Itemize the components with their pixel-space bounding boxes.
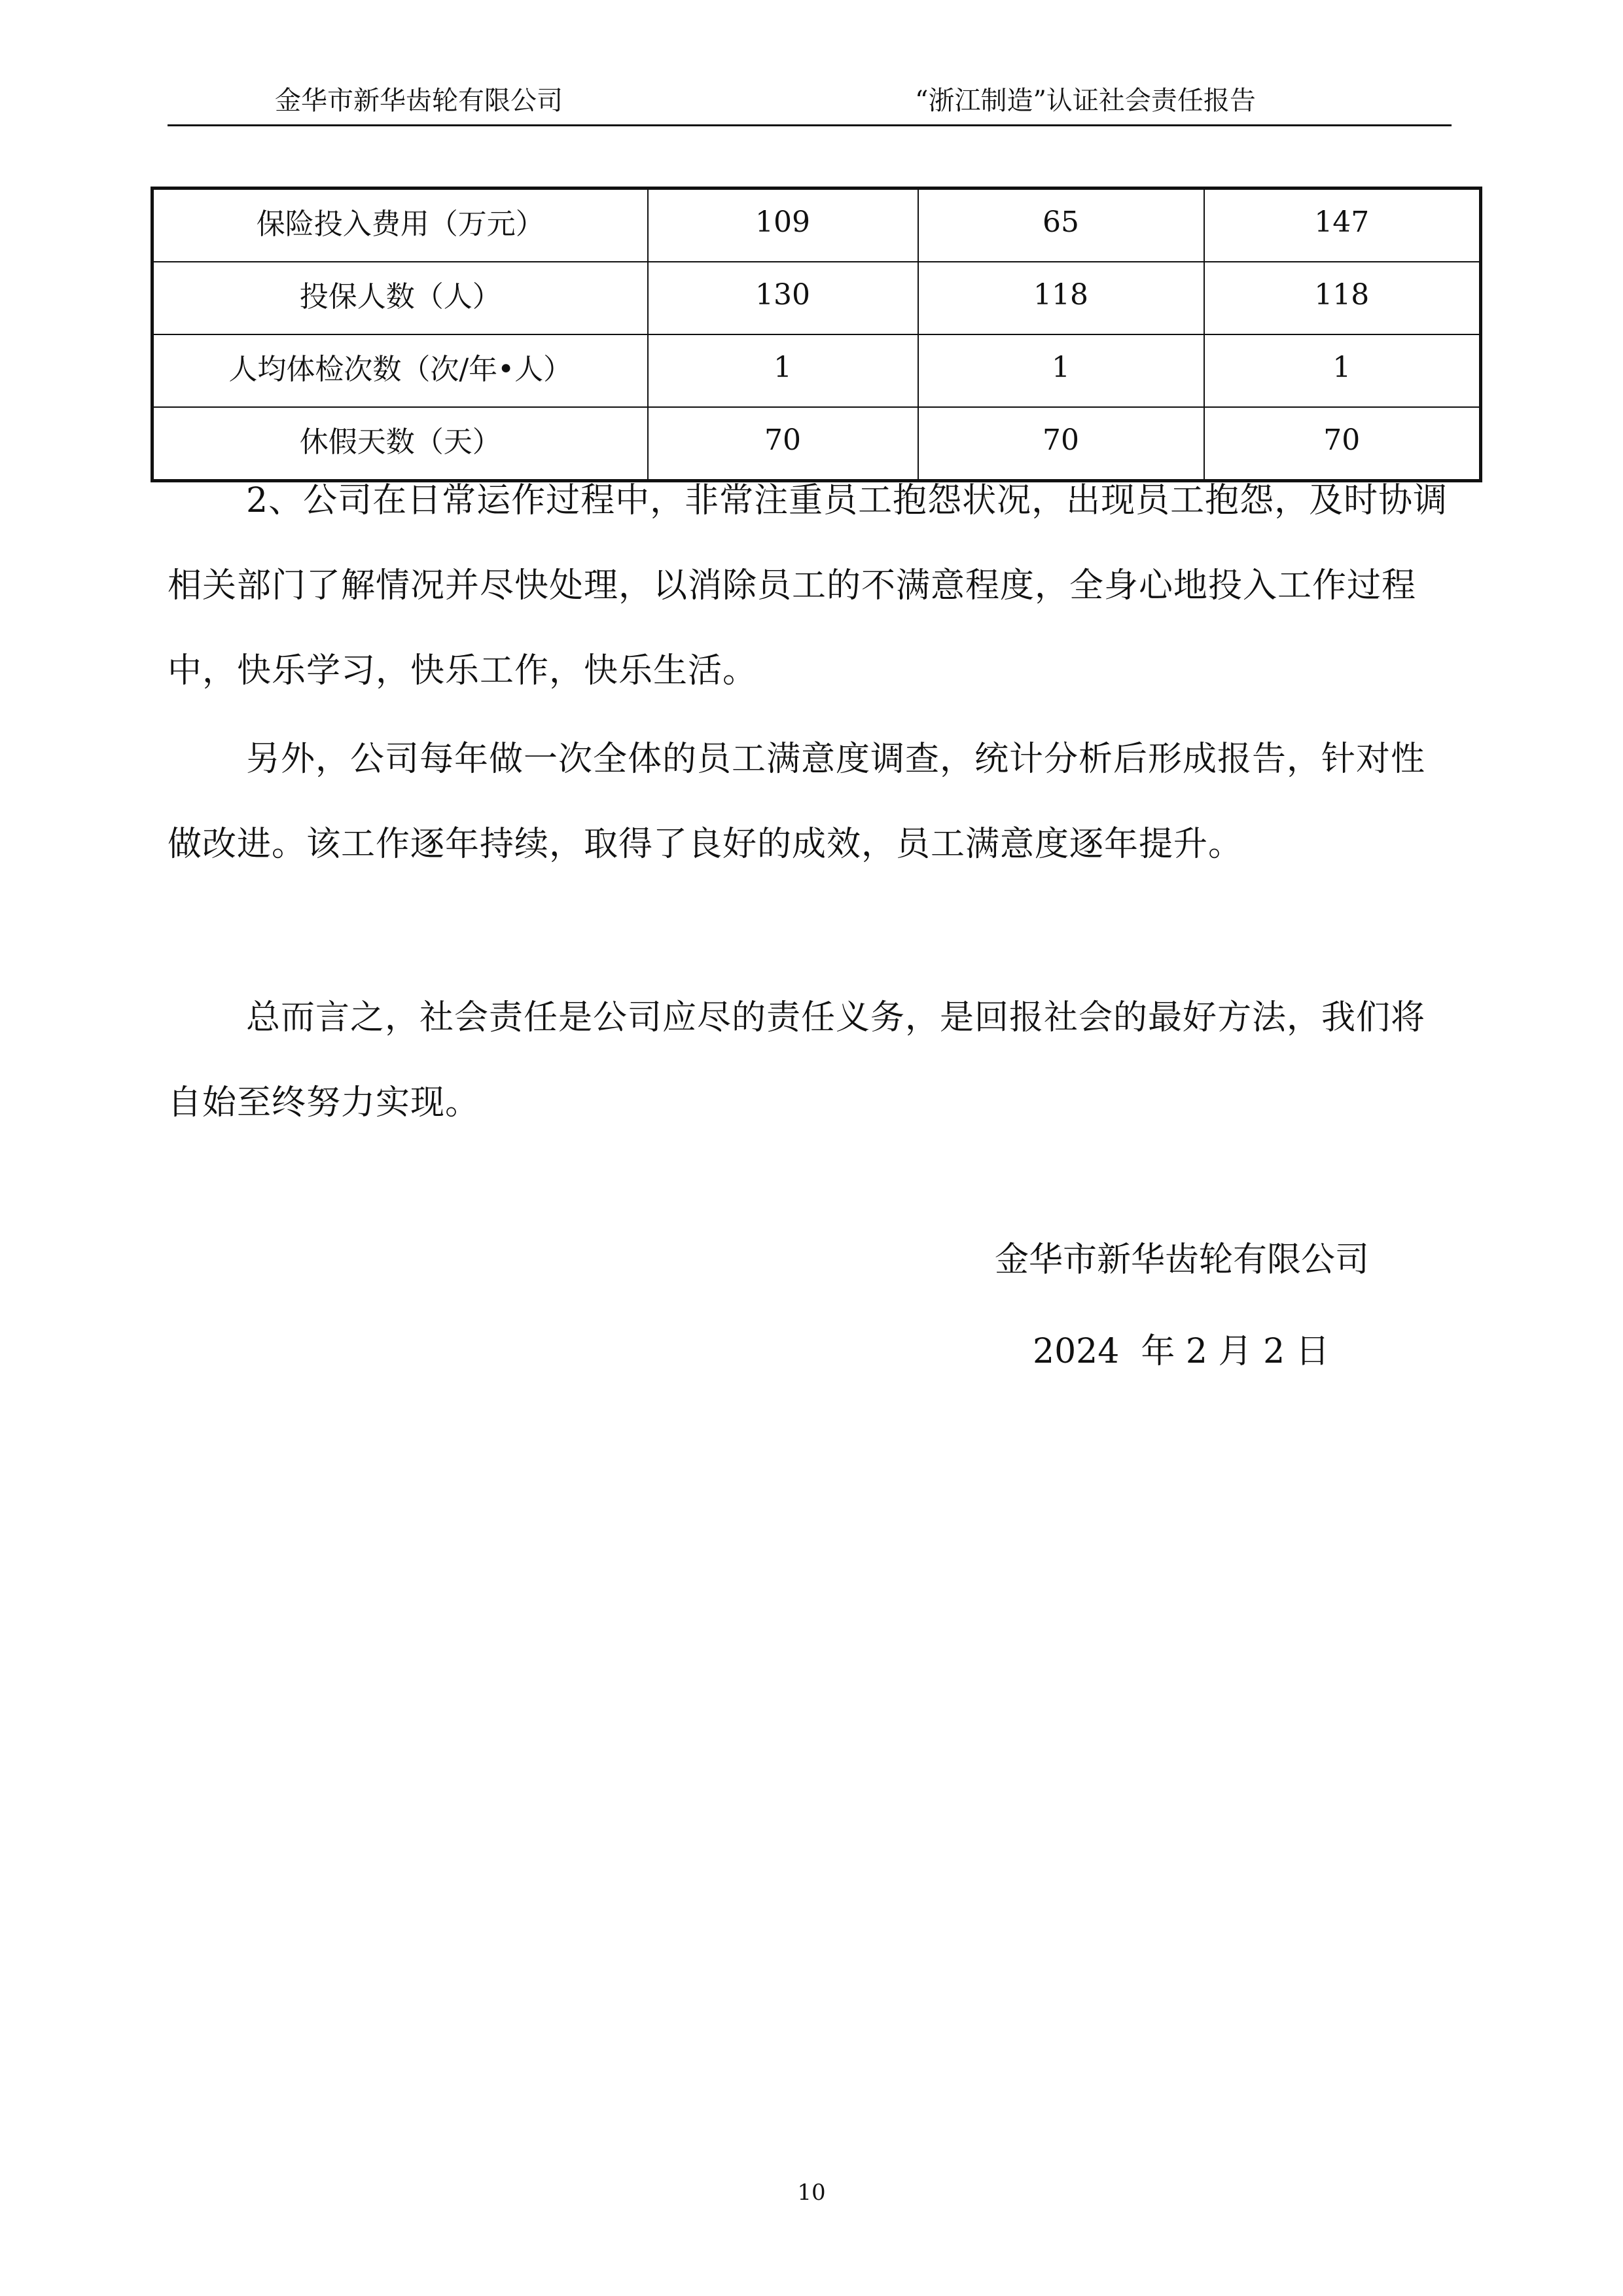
header-report-title: “浙江制造”认证社会责任报告 [915,86,1256,116]
header-divider [168,124,1452,126]
paragraph-conclusion: 总而言之，社会责任是公司应尽的责任义务，是回报社会的最好方法，我们将自始至终努力实现。 [168,998,1426,1122]
paragraph-satisfaction-survey: 另外，公司每年做一次全体的员工满意度调查，统计分析后形成报告，针对性做改进。该工作逐年持续，取得了良好的成效，员工满意度逐年提升。 [168,740,1426,864]
table-cell: 109 [648,188,918,262]
table-row [152,262,1481,334]
row-label: 保险投入费用（万元） [152,188,648,262]
signature-company: 金华市新华齿轮有限公司 [995,1240,1370,1280]
table-cell: 70 [648,407,918,481]
table-row [152,188,1481,262]
table-cell: 147 [1204,188,1481,262]
table-cell: 70 [1204,407,1481,481]
table-cell: 1 [1204,334,1481,407]
table-cell: 70 [918,407,1204,481]
table-cell: 118 [918,262,1204,334]
table-cell: 1 [648,334,918,407]
table-cell: 130 [648,262,918,334]
header-company-name: 金华市新华齿轮有限公司 [275,86,563,116]
row-label: 人均体检次数（次/年•人） [152,334,648,407]
table-row [152,334,1481,407]
row-label: 投保人数（人） [152,262,648,334]
table-cell: 118 [1204,262,1481,334]
employee-benefits-table [151,187,1482,482]
signature-date: 2024 年 2 月 2 日 [1033,1332,1330,1371]
table-cell: 1 [918,334,1204,407]
paragraph-complaint-handling: 2、公司在日常运作过程中，非常注重员工抱怨状况，出现员工抱怨，及时协调相关部门了解情况并尽快处理，以消除员工的不满意程度，全身心地投入工作过程中，快乐学习，快乐工作，快乐生活。 [168,481,1448,691]
row-label: 休假天数（天） [152,407,648,481]
table-cell: 65 [918,188,1204,262]
page-number: 10 [797,2179,826,2206]
